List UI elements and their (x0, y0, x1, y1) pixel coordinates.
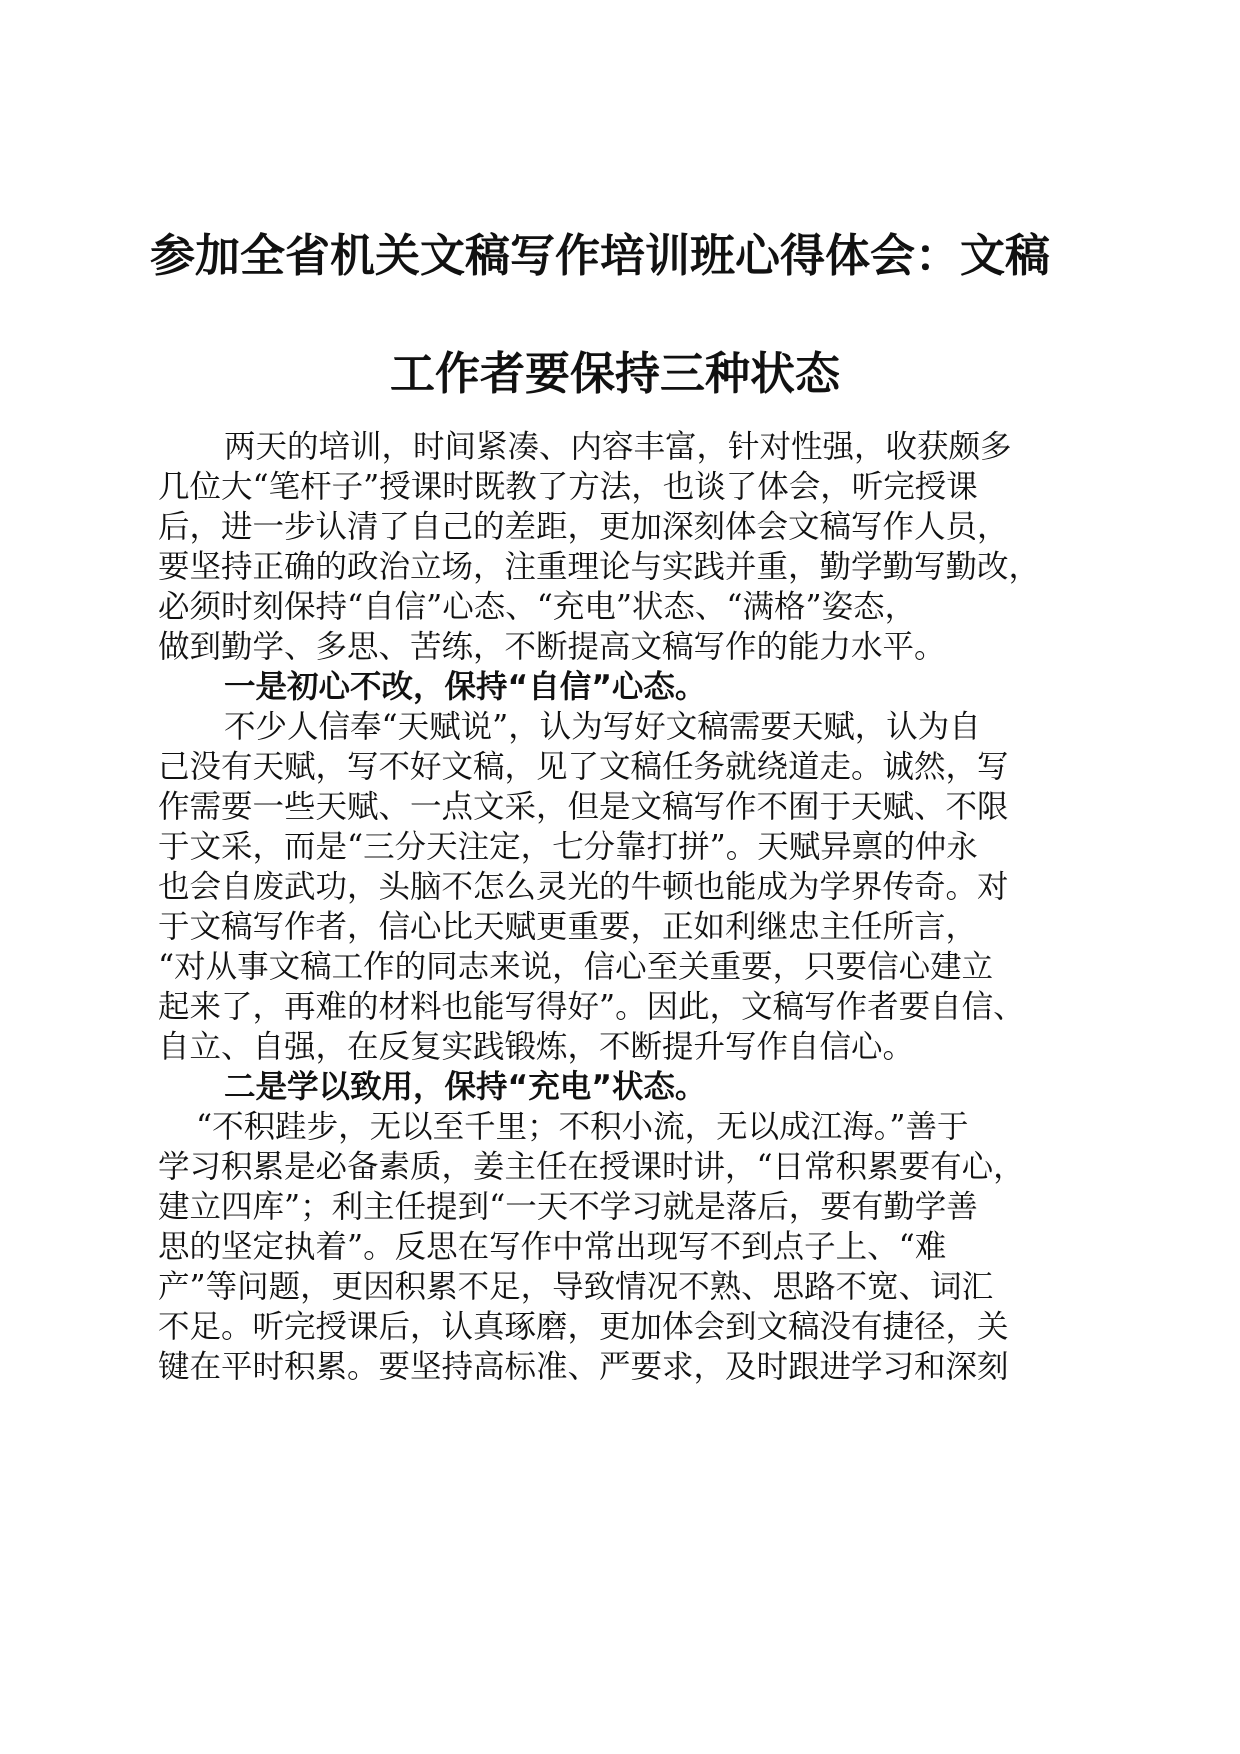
paragraph-line: 起来了，再难的材料也能写得好”。因此，文稿写作者要自信、 (158, 989, 1025, 1025)
paragraph-line: 产”等问题，更因积累不足，导致情况不熟、思路不宽、词汇 (158, 1269, 994, 1305)
paragraph-line: 要坚持正确的政治立场，注重理论与实践并重，勤学勤写勤改， (158, 549, 1041, 585)
paragraph-line: “不积跬步，无以至千里；不积小流，无以成江海。”善于 (196, 1109, 969, 1145)
paragraph-line: 必须时刻保持“自信”心态、“充电”状态、“满格”姿态， (158, 589, 917, 625)
paragraph-line: 不足。听完授课后，认真琢磨，更加体会到文稿没有捷径，关 (158, 1309, 1009, 1345)
paragraph-line: 两天的培训，时间紧凑、内容丰富，针对性强，收获颇多 (224, 429, 1012, 465)
paragraph-line: 作需要一些天赋、一点文采，但是文稿写作不囿于天赋、不限 (158, 789, 1009, 825)
paragraph-line: 自立、自强，在反复实践锻炼，不断提升写作自信心。 (158, 1029, 915, 1065)
section-heading-2: 二是学以致用，保持“充电”状态。 (224, 1069, 707, 1105)
paragraph-line: 也会自废武功，头脑不怎么灵光的牛顿也能成为学界传奇。对 (158, 869, 1009, 905)
paragraph-line: 后，进一步认清了自己的差距，更加深刻体会文稿写作人员， (158, 509, 1009, 545)
document-title-line-2: 工作者要保持三种状态 (389, 347, 840, 400)
paragraph-line: 思的坚定执着”。反思在写作中常出现写不到点子上、“难 (158, 1229, 947, 1265)
section-heading-1: 一是初心不改，保持“自信”心态。 (224, 669, 707, 705)
paragraph-line: 于文采，而是“三分天注定，七分靠打拼”。天赋异禀的仲永 (158, 829, 978, 865)
paragraph-line: 几位大“笔杆子”授课时既教了方法，也谈了体会，听完授课 (158, 469, 978, 505)
paragraph-line: 建立四库”；利主任提到“一天不学习就是落后，要有勤学善 (158, 1189, 978, 1225)
paragraph-line: 己没有天赋，写不好文稿，见了文稿任务就绕道走。诚然，写 (158, 749, 1009, 785)
paragraph-line: 键在平时积累。要坚持高标准、严要求，及时跟进学习和深刻 (158, 1349, 1009, 1385)
paragraph-line: “对从事文稿工作的同志来说，信心至关重要，只要信心建立 (158, 949, 994, 985)
paragraph-line: 做到勤学、多思、苦练，不断提高文稿写作的能力水平。 (158, 629, 946, 665)
paragraph-line: 学习积累是必备素质，姜主任在授课时讲，“日常积累要有心， (158, 1149, 1025, 1185)
document-title-line-1: 参加全省机关文稿写作培训班心得体会：文稿 (150, 229, 1051, 282)
paragraph-line: 于文稿写作者，信心比天赋更重要，正如利继忠主任所言， (158, 909, 978, 945)
paragraph-line: 不少人信奉“天赋说”，认为写好文稿需要天赋，认为自 (224, 709, 981, 745)
